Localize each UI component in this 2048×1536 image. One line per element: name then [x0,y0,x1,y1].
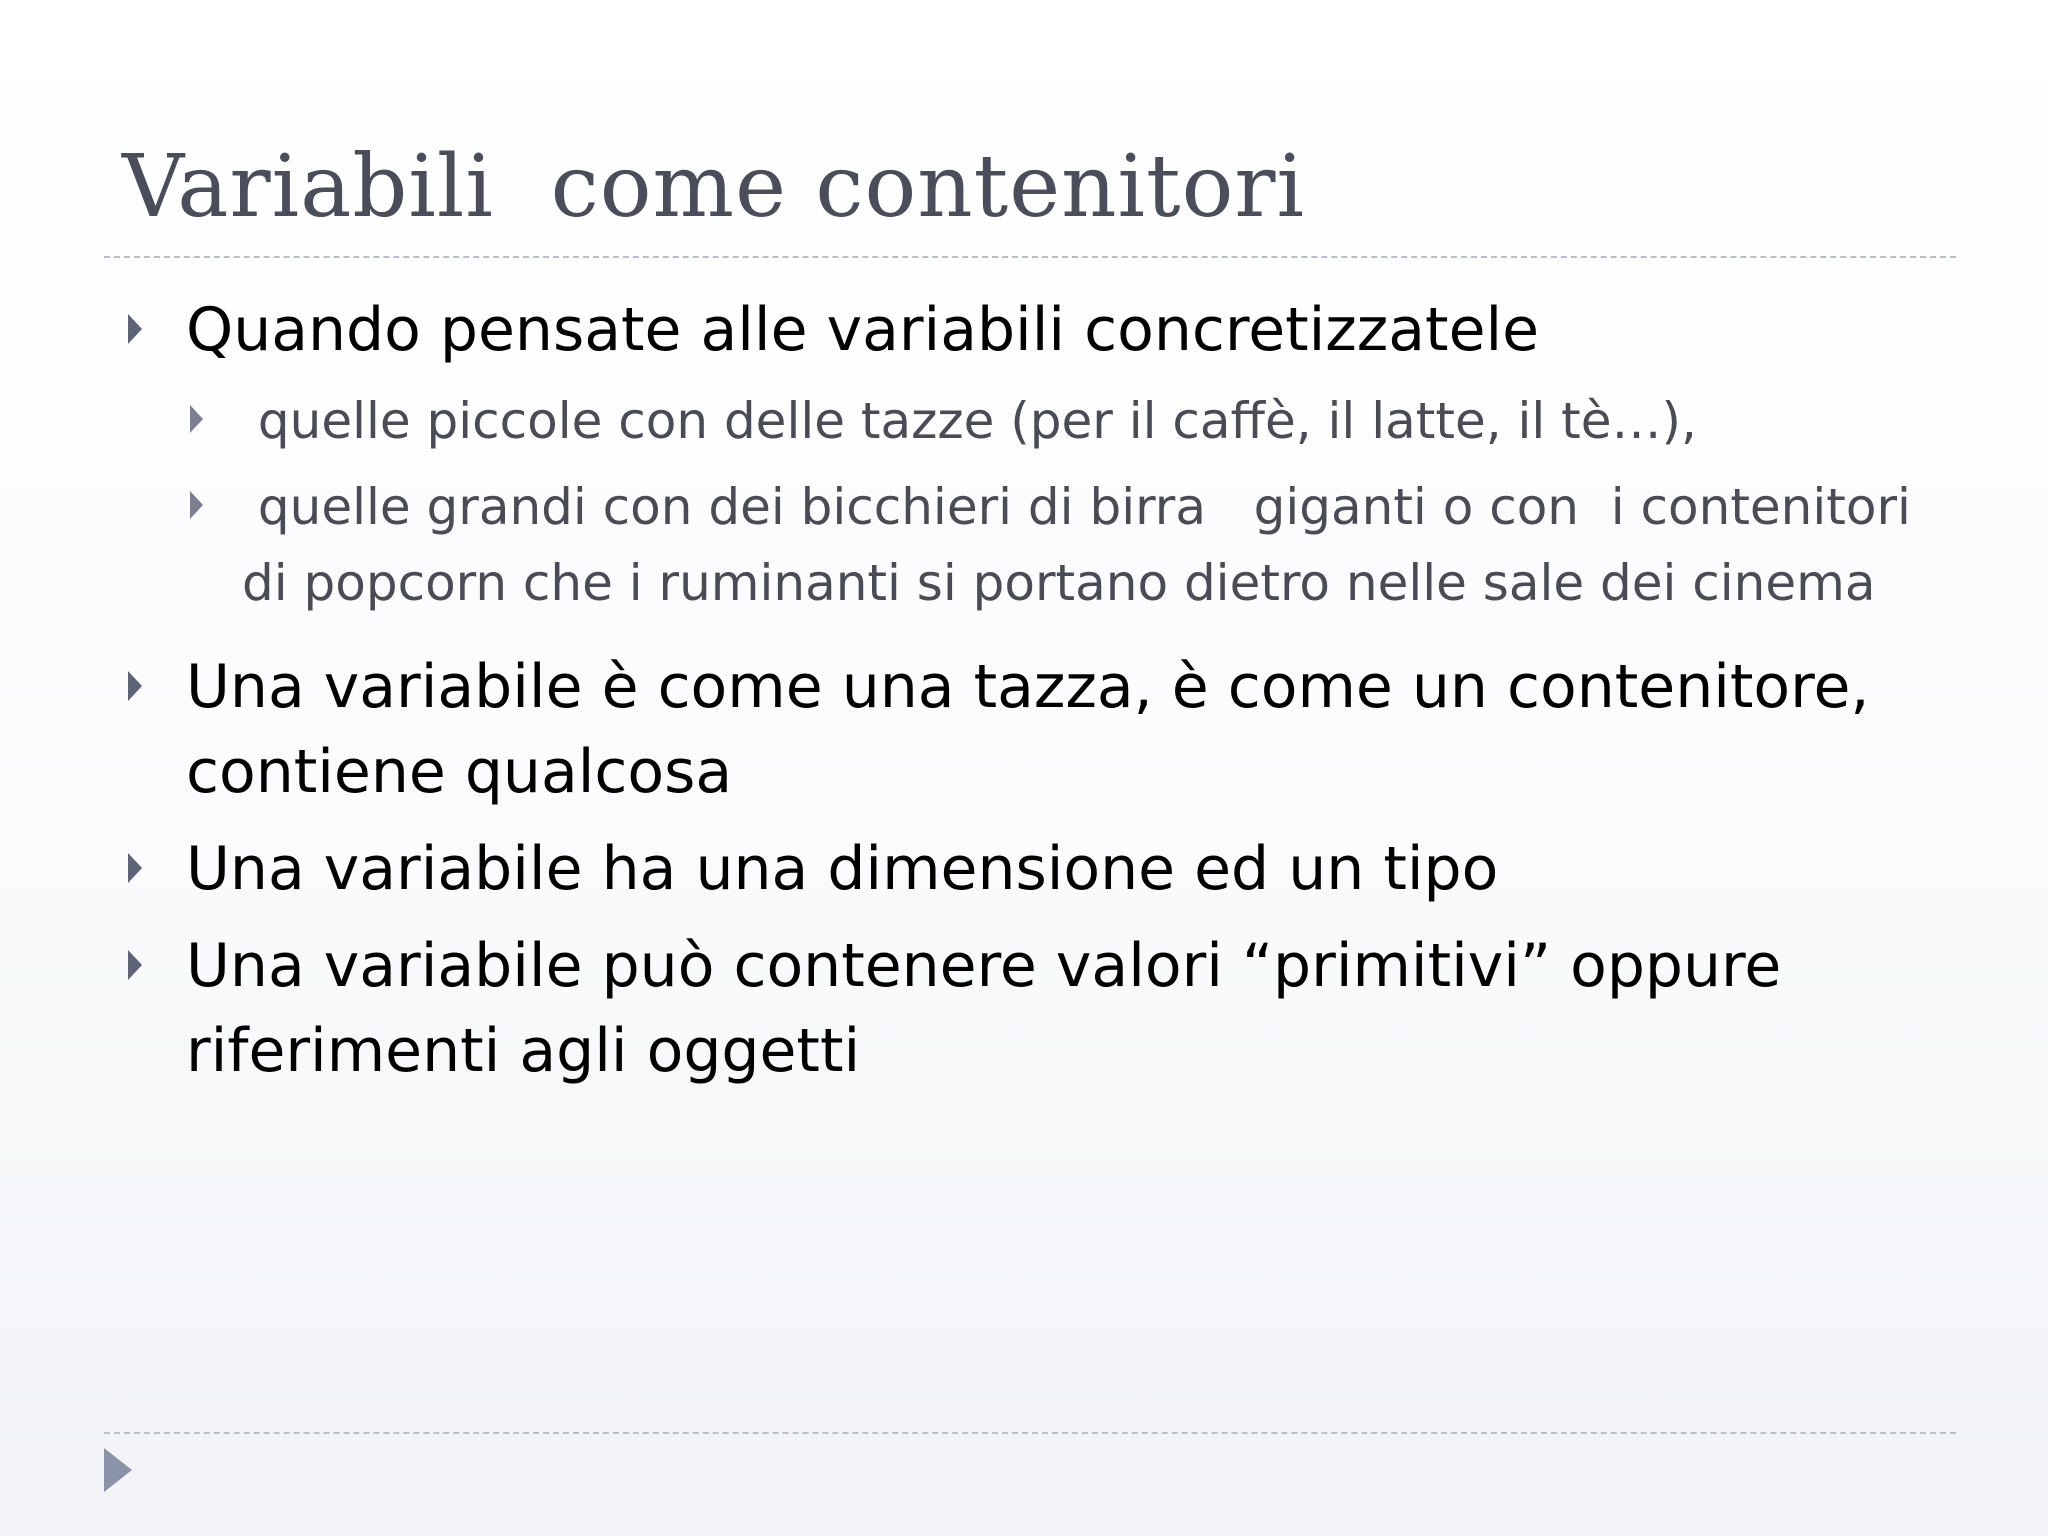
sub-bullet-item [188,469,1954,621]
sub-bullet-text: quelle grandi con dei bicchieri di birra giganti o con i contenitori di popcorn che i ruminanti si portano dietro nelle sale dei cinema [242,478,1927,612]
slide-content [124,288,1954,1094]
sub-bullet-item [188,383,1954,459]
footer-divider [104,1432,1956,1434]
bullet-item [124,924,1954,1094]
bullet-text: Una variabile è come una tazza, è come un contenitore, contiene qualcosa [186,652,1889,807]
bullet-text: Quando pensate alle variabili concretizzatele [186,295,1540,365]
slide-title: Variabili come contenitori [122,137,1305,237]
triangle-right-icon [128,314,142,344]
triangle-right-icon [128,671,142,701]
play-arrow-icon[interactable] [104,1448,132,1492]
title-divider [104,256,1956,258]
triangle-right-icon [190,405,203,433]
bullet-text: Una variabile può contenere valori “primitivi” oppure riferimenti agli oggetti [186,931,1801,1086]
sub-bullet-text: quelle piccole con delle tazze (per il caffè, il latte, il tè…), [242,392,1697,450]
triangle-right-icon [190,491,203,519]
bullet-item [124,827,1954,912]
bullet-item [124,645,1954,815]
bullet-text: Una variabile ha una dimensione ed un tipo [186,834,1499,904]
triangle-right-icon [128,853,142,883]
triangle-right-icon [128,950,142,980]
bullet-item [124,288,1954,373]
